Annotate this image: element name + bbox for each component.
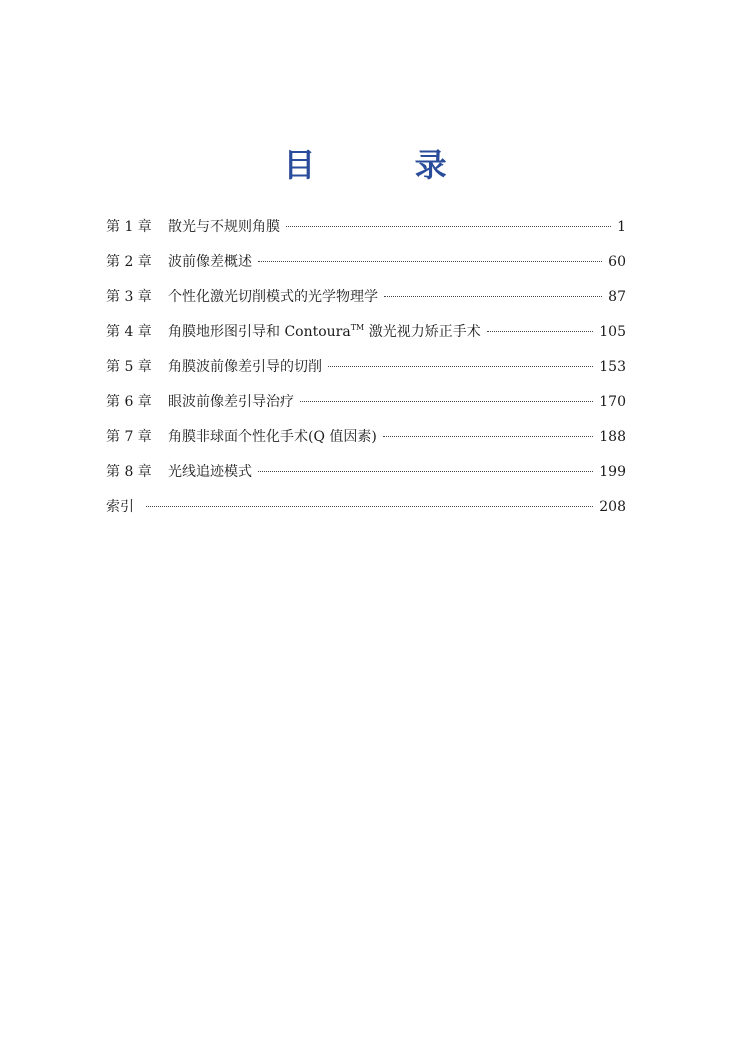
dot-leader: [487, 331, 594, 332]
toc-chapter-number: 第 6 章: [106, 394, 152, 410]
toc-page-number: 170: [599, 394, 626, 410]
dot-leader: [286, 226, 611, 227]
dot-leader: [328, 366, 593, 367]
toc-chapter-title: 眼波前像差引导治疗: [168, 394, 294, 410]
toc-page-number: 105: [599, 324, 626, 340]
toc-chapter-title-part: 激光视力矫正手术: [364, 324, 481, 340]
toc-entry: [106, 218, 626, 253]
toc-page-number: 153: [599, 359, 626, 375]
toc-chapter-title: 光线追迹模式: [168, 464, 252, 480]
toc-chapter-number: 第 4 章: [106, 324, 152, 340]
toc-entry-index: [106, 498, 626, 533]
toc-page-number: 199: [599, 464, 626, 480]
toc-entry: [106, 463, 626, 498]
toc-chapter-title-part: 角膜地形图引导和 Contoura: [168, 324, 351, 340]
toc-chapter-number: 第 7 章: [106, 429, 152, 445]
toc-entry: [106, 288, 626, 323]
toc-chapter-title: 角膜非球面个性化手术(Q 值因素): [168, 429, 377, 445]
toc-entry: [106, 393, 626, 428]
dot-leader: [384, 296, 602, 297]
toc-page-number: 87: [608, 289, 626, 305]
toc-index-label: 索引: [106, 499, 134, 515]
dot-leader: [300, 401, 593, 402]
toc-page-number: 1: [617, 219, 626, 235]
toc-chapter-title: [168, 323, 481, 341]
toc-heading: 目 录: [283, 146, 491, 184]
toc-chapter-title: 个性化激光切削模式的光学物理学: [168, 289, 378, 305]
toc-list: [106, 218, 626, 533]
toc-page-number: 208: [599, 499, 626, 515]
toc-entry: [106, 253, 626, 288]
toc-chapter-number: 第 8 章: [106, 464, 152, 480]
toc-chapter-number: 第 3 章: [106, 289, 152, 305]
toc-chapter-title: 波前像差概述: [168, 254, 252, 270]
dot-leader: [258, 471, 593, 472]
toc-chapter-number: 第 5 章: [106, 359, 152, 375]
toc-chapter-number: 第 2 章: [106, 254, 152, 270]
toc-chapter-title: 散光与不规则角膜: [168, 219, 280, 235]
trademark-superscript: TM: [350, 323, 365, 332]
dot-leader: [383, 436, 593, 437]
toc-chapter-number: 第 1 章: [106, 219, 152, 235]
toc-page-number: 60: [608, 254, 626, 270]
toc-entry: [106, 323, 626, 358]
toc-entry: [106, 428, 626, 463]
toc-chapter-title: 角膜波前像差引导的切削: [168, 359, 322, 375]
toc-entry: [106, 358, 626, 393]
toc-page-number: 188: [599, 429, 626, 445]
dot-leader: [146, 506, 593, 507]
dot-leader: [258, 261, 602, 262]
